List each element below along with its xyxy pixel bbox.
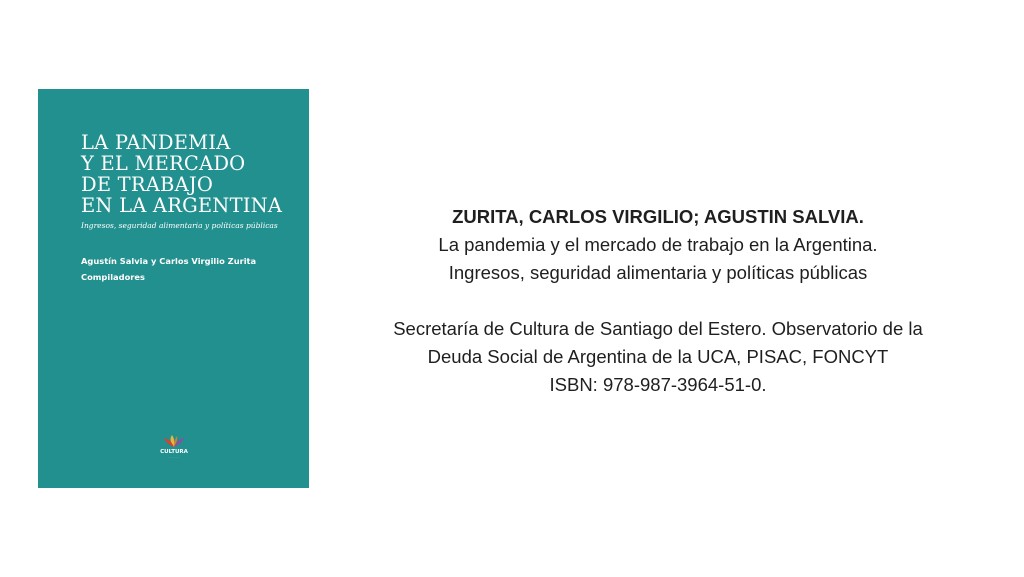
flower-logo-icon bbox=[163, 434, 185, 448]
cover-title-line: Y EL MERCADO bbox=[81, 152, 246, 175]
cover-title-line: DE TRABAJO bbox=[81, 173, 214, 196]
logo-label: CULTURA bbox=[160, 449, 188, 455]
cover-authors-role: Compiladores bbox=[81, 272, 145, 282]
cover-authors-names: Agustín Salvia y Carlos Virgilio Zurita bbox=[81, 256, 257, 266]
citation-spacer bbox=[320, 287, 996, 315]
cover-title-line: LA PANDEMIA bbox=[81, 131, 231, 154]
citation-publisher-line: Secretaría de Cultura de Santiago del Estero. Observatorio de la bbox=[393, 318, 923, 339]
publisher-logo bbox=[158, 434, 190, 459]
citation-publisher-line: Deuda Social de Argentina de la UCA, PISAC, FONCYT bbox=[427, 346, 889, 367]
citation-title-line: La pandemia y el mercado de trabajo en la Argentina. bbox=[438, 234, 878, 255]
cover-subtitle: Ingresos, seguridad alimentaria y políticas públicas bbox=[81, 221, 278, 230]
logo-subline: · · · · · · bbox=[168, 455, 180, 459]
book-cover bbox=[38, 89, 309, 488]
book-citation bbox=[320, 203, 996, 399]
citation-title-line: Ingresos, seguridad alimentaria y políticas públicas bbox=[448, 262, 868, 283]
cover-authors bbox=[81, 253, 256, 285]
cover-title bbox=[81, 132, 301, 216]
citation-isbn: ISBN: 978-987-3964-51-0. bbox=[549, 374, 767, 395]
cover-title-line: EN LA ARGENTINA bbox=[81, 194, 283, 217]
citation-authors: ZURITA, CARLOS VIRGILIO; AGUSTIN SALVIA. bbox=[452, 206, 864, 227]
